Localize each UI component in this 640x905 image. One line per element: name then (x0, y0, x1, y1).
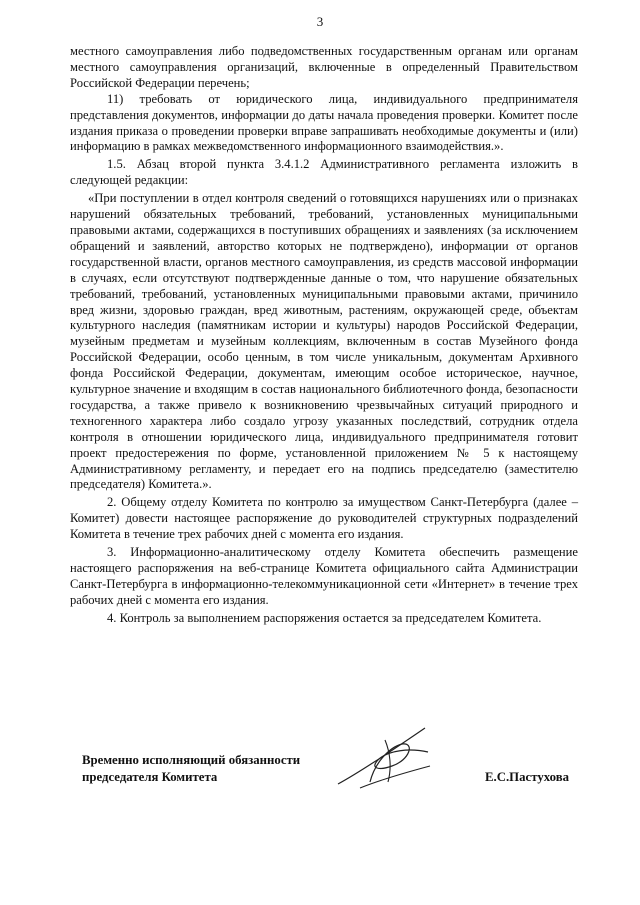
signatory-position-line1: Временно исполняющий обязанности (82, 753, 301, 767)
page-number: 3 (316, 14, 324, 29)
paragraph-4: 4. Контроль за выполнением распоряжения остается за председателем Комитета. (107, 610, 542, 625)
handwritten-signature (330, 722, 440, 794)
signatory-name: Е.С.Пастухова (485, 770, 570, 784)
paragraph-continuation: местного самоуправления либо подведомственных государственным органам или органам местного самоуправления организаций, включенные в определенный Правительством Российской Федерации перечень; (70, 44, 578, 90)
paragraph-1-5: 1.5. Абзац второй пункта 3.4.1.2 Административного регламента изложить в следующей редакции: (70, 157, 578, 188)
paragraph-item-11: 11) требовать от юридического лица, индивидуального предпринимателя представления документов, информации до даты начала проведения проверки. Комитет после издания приказа о проведении проверки вправе запрашивать необходимые документы и (или) информацию в рамках межведомственного информационного взаимодействия.». (70, 91, 578, 154)
paragraph-quoted-text: «При поступлении в отдел контроля сведений о готовящихся нарушениях или о признаках нарушений обязательных требований, требований, установленных муниципальными правовыми актами, содержащихся в поступивших обращениях и заявлениях (за исключением обращений и заявлений, авторство которых не подтверждено), информации от органов государственной власти, органов местного самоуправления, из средств массовой информации в случаях, если отсутствуют подтвержденные данные о том, что нарушение обязательных требований, требований, установленных муниципальными правовыми актами, причинило вред жизни, здоровью граждан, вред животным, растениям, окружающей среде, объектам культурного наследия (памятникам истории и культуры) народов Российской Федерации, музейным предметам и музейным коллекциям, включенным в состав Музейного фонда Российской Федерации, особо ценным, в том числе уникальным, документам Архивного фонда Российской Федерации, документам, имеющим особое историческое, научное, культурное значение и входящим в состав национального библиотечного фонда, безопасности государства, а также привело к возникновению чрезвычайных ситуаций природного и техногенного характера либо создало угрозу указанных последствий, сотрудник отдела контроля в отношении юридического лица, индивидуального предпринимателя готовит проект предостережения по форме, установленной приложением № 5 к настоящему Административному регламенту, и передает его на подпись председателю (заместителю председателя) Комитета.». (70, 191, 578, 492)
document-body (70, 44, 578, 627)
signatory-position-line2: председателя Комитета (82, 770, 218, 784)
signatory-position (82, 752, 300, 786)
paragraph-3: 3. Информационно-аналитическому отделу Комитета обеспечить размещение настоящего распоряжения на веб-странице Комитета официального сайта Администрации Санкт-Петербурга в информационно-телекоммуникационной сети «Интернет» в течение трех рабочих дней с момента его издания. (70, 545, 578, 607)
paragraph-2: 2. Общему отделу Комитета по контролю за имуществом Санкт-Петербурга (далее – Комитет) довести настоящее распоряжение до руководителей структурных подразделений Комитета в течение трех рабочих дней с момента его издания. (70, 495, 578, 542)
